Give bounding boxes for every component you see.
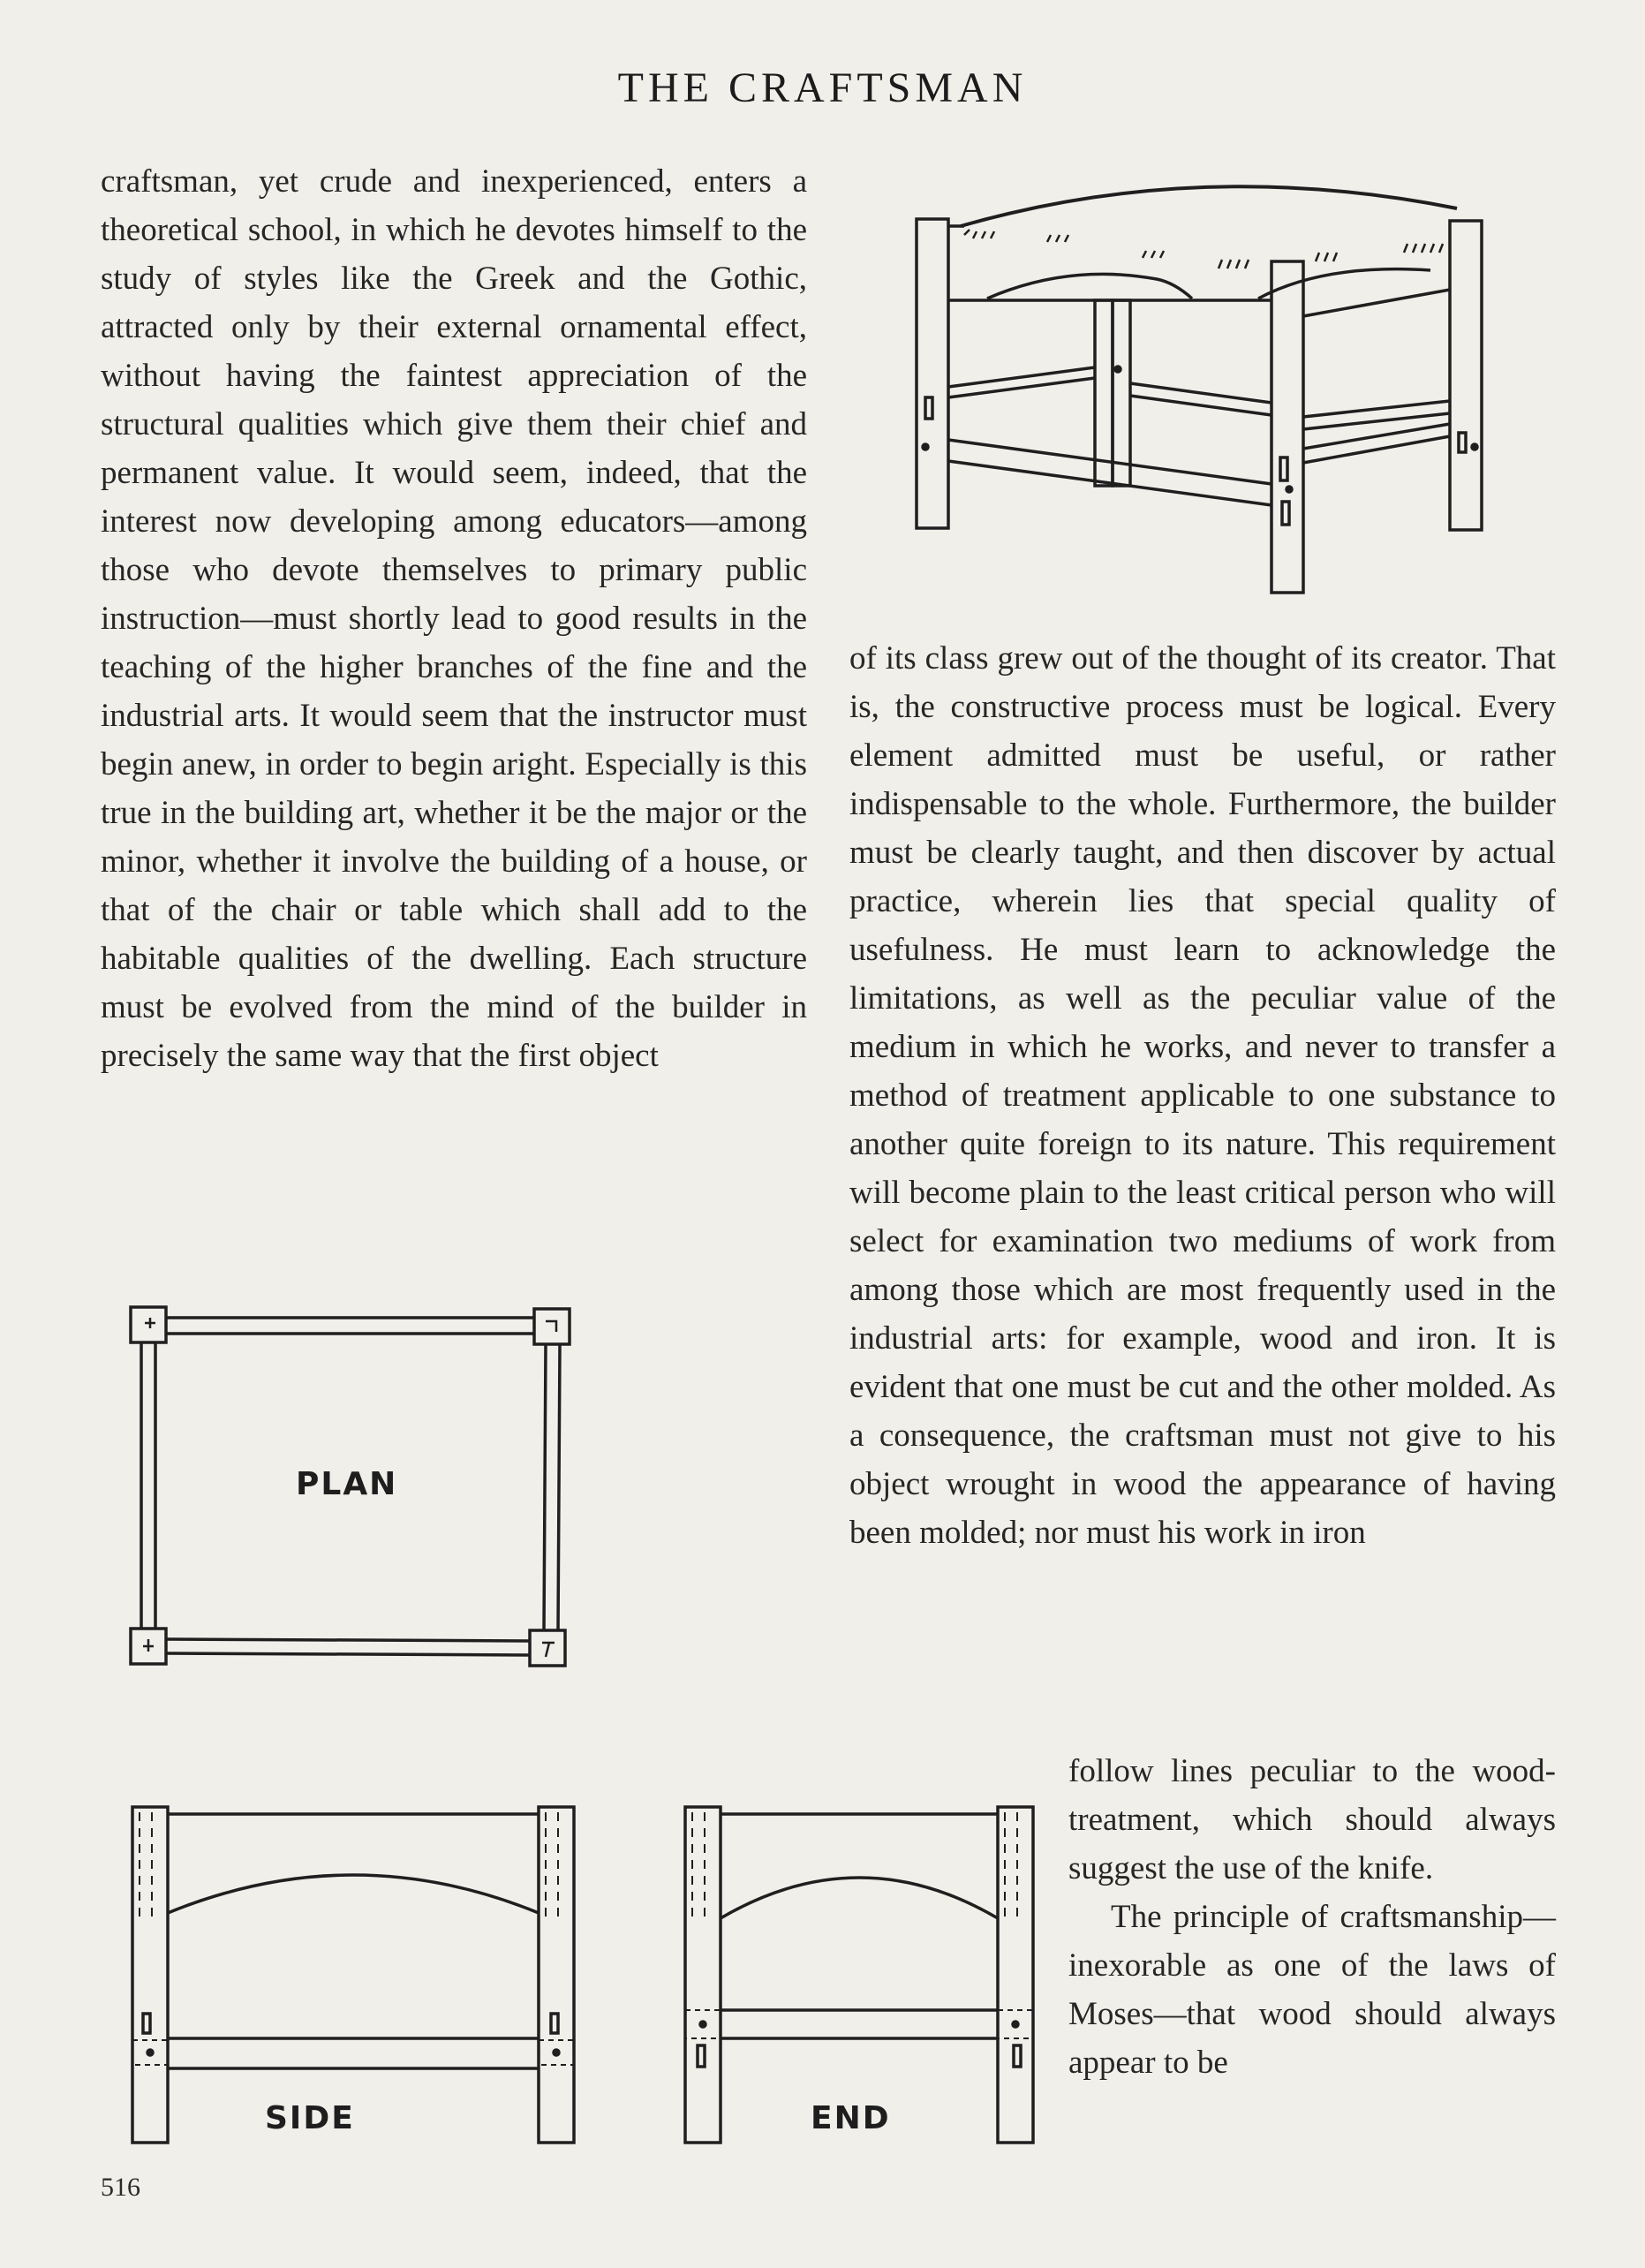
plan-label: PLAN (296, 1466, 398, 1502)
column-narrow (1068, 1747, 1556, 2087)
narrow-column-paragraph-1: follow lines peculiar to the wood-treatment, which should always suggest the use of the knife. (1068, 1753, 1556, 1886)
end-label: END (811, 2100, 891, 2136)
page-number: 516 (101, 2173, 140, 2202)
running-title: THE CRAFTSMAN (617, 64, 1028, 111)
side-elevation-drawing (124, 1802, 583, 2146)
end-elevation-drawing (673, 1802, 1044, 2146)
plan-drawing (124, 1300, 583, 1671)
column-left (101, 157, 807, 1080)
column-right (849, 634, 1556, 1557)
right-column-text: of its class grew out of the thought of its creator. That is, the constructive process must be logical. Every element admitted must be useful, or rather indispensable to the whole. Furthermore, the builder must be clearly taught, and then discover by actual practice, wherein lies that special quality of usefulness. He must learn to acknowledge the limitations, as well as the peculiar value of the medium in which he works, and never to transfer a method of treatment applicable to one substance to another quite foreign to its nature. This requirement will become plain to the least critical person who will select for examination two mediums of work from among those which are most frequently used in the industrial arts: for example, wood and iron. It is evident that one must be cut and the other molded. As a consequence, the craftsman must not give to his object wrought in wood the appearance of having been molded; nor must his work in iron (849, 640, 1556, 1551)
stool-perspective-drawing (909, 166, 1563, 608)
narrow-column-paragraph-2: The principle of craftsmanship—inexorable as one of the laws of Moses—that wood should always appear to be (1068, 1899, 1556, 2081)
left-column-text: craftsman, yet crude and inexperienced, enters a theoretical school, in which he devotes himself to the study of styles like the Greek and the Gothic, attracted only by their external ornamental effect, without having the faintest appreciation of the structural qualities which give them their chief and permanent value. It would seem, indeed, that the interest now developing among educators—among those who devote themselves to primary public instruction—must shortly lead to good results in the teaching of the higher branches of the fine and the industrial arts. It would seem that the instructor must begin anew, in order to begin aright. Especially is this true in the building art, whether it be the major or the minor, whether it involve the building of a house, or that of the chair or table which shall add to the habitable qualities of the dwelling. Each structure must be evolved from the mind of the builder in precisely the same way that the first object (101, 163, 807, 1074)
side-label: SIDE (265, 2100, 355, 2136)
